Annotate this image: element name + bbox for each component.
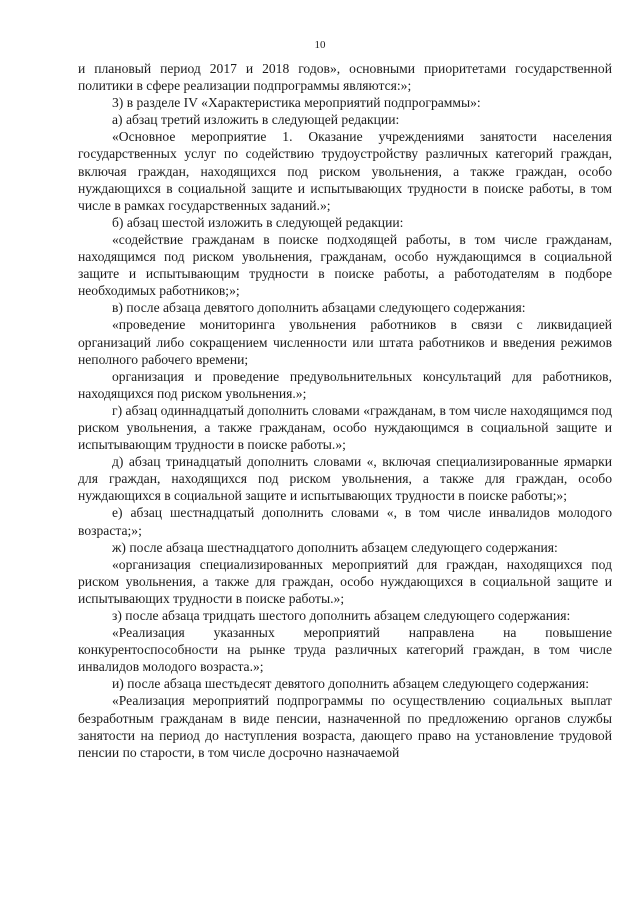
document-body [78,60,612,761]
paragraph: 3) в разделе IV «Характеристика мероприятий подпрограммы»: [112,95,481,111]
paragraph: организация и проведение предувольнительных консультаций для работников, находящихся под риском увольнения.»; [78,368,612,401]
paragraph: з) после абзаца тридцать шестого дополнить абзацем следующего содержания: [112,608,571,623]
paragraph: «Реализация мероприятий подпрограммы по осуществлению социальных выплат безработным гражданам в виде пенсии, назначенной по предложению органов службы занятости на период до наступления возраста, дающего право на установление трудовой пенсии по старости, в том числе досрочно назначаемой [78,693,612,760]
paragraph: б) абзац шестой изложить в следующей редакции: [112,214,404,230]
paragraph: «проведение мониторинга увольнения работников в связи с ликвидацией организаций либо сокращением численности или штата работников и введения режимов неполного рабочего времени; [78,317,612,367]
page-number: 10 [314,39,326,51]
paragraph: «организация специализированных мероприятий для граждан, находящихся под риском увольнения, а также для граждан, особо нуждающихся в социальной защите и испытывающих трудности в поиске работы.»; [78,556,612,606]
paragraph: «Основное мероприятие 1. Оказание учреждениями занятости населения государственных услуг по содействию трудоустройству различных категорий граждан, включая граждан, находящихся под риском увольнения, а также граждан, особо нуждающихся в социальной защите и испытывающих трудности в поиске работы, в том числе в рамках государственных заданий.»; [78,129,612,213]
paragraph: ж) после абзаца шестнадцатого дополнить абзацем следующего содержания: [112,539,558,555]
paragraph: в) после абзаца девятого дополнить абзацами следующего содержания: [112,300,526,316]
paragraph: и) после абзаца шестьдесят девятого дополнить абзацем следующего содержания: [112,676,590,692]
paragraph: «Реализация указанных мероприятий направлена на повышение конкурентоспособности на рынке труда различных категорий граждан, в том числе инвалидов молодого возраста.»; [78,625,612,675]
paragraph: г) абзац одиннадцатый дополнить словами «гражданам, в том числе находящимся под риском увольнения, а также гражданам, особо нуждающимся в социальной защите и испытывающим трудности в поиске работы.»; [78,402,612,453]
paragraph: а) абзац третий изложить в следующей редакции: [112,112,400,128]
paragraph: и плановый период 2017 и 2018 годов», основными приоритетами государственной политики в сфере реализации подпрограммы являются:»; [78,61,612,94]
paragraph: д) абзац тринадцатый дополнить словами «, включая специализированные ярмарки для граждан, находящихся под риском увольнения, а также для граждан, особо нуждающихся в социальной защите и испытывающих трудности в поиске работы;»; [78,454,612,504]
paragraph: е) абзац шестнадцатый дополнить словами «, в том числе инвалидов молодого возраста;»; [78,505,612,538]
paragraph: «содействие гражданам в поиске подходящей работы, в том числе гражданам, находящимся под риском увольнения, гражданам, особо нуждающимся в социальной защите и испытывающим трудности в поиске работы, а работодателям в подборе необходимых работников;»; [78,231,612,299]
